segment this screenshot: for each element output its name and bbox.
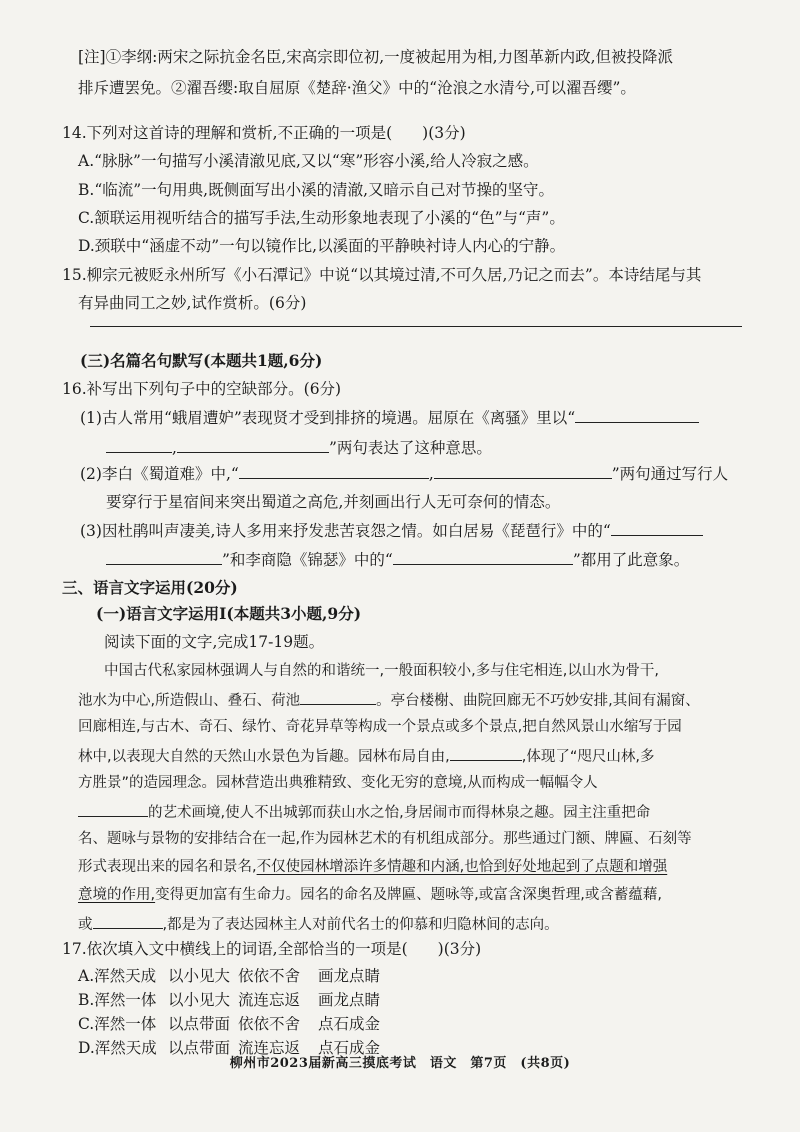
q17-stem: 17.依次填入文中横线上的词语,全部恰当的一项是( )(3分) bbox=[62, 940, 482, 958]
passage-line: 的艺术画境,使人不出城郭而获山水之怡,身居闹市而得林泉之趣。园主注重把命 bbox=[78, 800, 650, 824]
passage-line: 名、题咏与景物的安排结合在一起,作为园林艺术的有机组成部分。那些通过门额、牌匾、石刻等 bbox=[78, 831, 692, 847]
blank[interactable] bbox=[434, 462, 612, 479]
passage-line: 回廊相连,与古木、奇石、绿竹、奇花异草等构成一个景点或多个景点,把自然风景山水缩写于园 bbox=[78, 719, 682, 735]
q15-line-2: 有异曲同工之妙,试作赏析。(6分) bbox=[78, 294, 307, 312]
answer-line[interactable] bbox=[90, 326, 742, 327]
blank[interactable] bbox=[611, 519, 703, 536]
q17-option-term: 依依不舍 bbox=[238, 967, 301, 985]
blank[interactable] bbox=[393, 548, 573, 565]
passage-line: 中国古代私家园林强调人与自然的和谐统一,一般面积较小,多与住宅相连,以山水为骨干, bbox=[104, 663, 659, 679]
note-line-1: [注]①李纲:两宋之际抗金名臣,宋高宗即位初,一度被起用为相,力图革新内政,但被投降派 bbox=[78, 48, 674, 66]
blank[interactable] bbox=[575, 406, 699, 423]
underlined-sentence: 不仅使园林增添许多情趣和内涵,也恰到好处地起到了点题和增强 bbox=[256, 859, 668, 875]
passage-line: 或 ,都是为了表达园林主人对前代名士的仰慕和归隐林间的志向。 bbox=[78, 912, 559, 936]
q16-p3-line-1: (3)因杜鹃叫声凄美,诗人多用来抒发悲苦哀怨之情。如白居易《琵琶行》中的“ bbox=[80, 519, 703, 542]
underlined-sentence: 意境的作用, bbox=[78, 887, 156, 903]
q17-option-term: 依依不舍 bbox=[238, 1015, 301, 1033]
passage-line: 林中,以表现大自然的天然山水景色为旨趣。园林布局自由, ,体现了“咫尺山林,多 bbox=[78, 744, 654, 768]
blank[interactable] bbox=[106, 436, 172, 453]
q17-option-term: 以点带面 bbox=[168, 1015, 231, 1033]
q16-p3-line-2: ”和李商隐《锦瑟》中的“ ”都用了此意象。 bbox=[106, 548, 689, 571]
passage-line: 池水为中心,所造假山、叠石、荷池 。亭台楼榭、曲院回廊无不巧妙安排,其间有漏窗、 bbox=[78, 688, 700, 712]
part-heading: 三、语言文字运用(20分) bbox=[62, 578, 238, 597]
note-line-2: 排斥遭罢免。②濯吾缨:取自屈原《楚辞·渔父》中的“沧浪之水清兮,可以濯吾缨”。 bbox=[78, 79, 636, 97]
blank[interactable] bbox=[177, 436, 329, 453]
blank[interactable] bbox=[93, 912, 163, 929]
passage-line: 形式表现出来的园名和景名,不仅使园林增添许多情趣和内涵,也恰到好处地起到了点题和增强 bbox=[78, 859, 668, 875]
q16-p2-line-1: (2)李白《蜀道难》中,“ , ”两句通过写行人 bbox=[80, 462, 728, 485]
q17-option-term: 点石成金 bbox=[318, 1015, 381, 1033]
q17-option-term: B.浑然一体 bbox=[78, 991, 157, 1009]
q17-option-term: C.浑然一体 bbox=[78, 1015, 157, 1033]
q16-p1-line-2: , ”两句表达了这种意思。 bbox=[106, 436, 492, 459]
q17-option-term: A.浑然天成 bbox=[78, 967, 157, 985]
q14-stem: 14.下列对这首诗的理解和赏析,不正确的一项是( )(3分) bbox=[62, 124, 466, 142]
q14-option-c: C.颔联运用视听结合的描写手法,生动形象地表现了小溪的“色”与“声”。 bbox=[78, 209, 565, 227]
subsection-heading: (一)语言文字运用Ⅰ(本题共3小题,9分) bbox=[96, 604, 362, 623]
blank[interactable] bbox=[78, 800, 148, 817]
q17-option-term: 以小见大 bbox=[168, 991, 231, 1009]
q14-option-d: D.颈联中“涵虚不动”一句以镜作比,以溪面的平静映衬诗人内心的宁静。 bbox=[78, 237, 566, 255]
q17-option-term: 画龙点睛 bbox=[318, 967, 381, 985]
blank[interactable] bbox=[239, 462, 429, 479]
section-heading: (三)名篇名句默写(本题共1题,6分) bbox=[80, 351, 323, 370]
q17-option-term: 流连忘返 bbox=[238, 1039, 301, 1057]
q16-p1-line-1: (1)古人常用“蛾眉遭妒”表现贤才受到排挤的境遇。屈原在《离骚》里以“ bbox=[80, 406, 699, 429]
blank[interactable] bbox=[300, 688, 376, 705]
q17-option-term: 点石成金 bbox=[318, 1039, 381, 1057]
q17-option-term: 以小见大 bbox=[168, 967, 231, 985]
q14-option-b: B.“临流”一句用典,既侧面写出小溪的清澈,又暗示自己对节操的坚守。 bbox=[78, 181, 555, 199]
q17-option-term: 以点带面 bbox=[168, 1039, 231, 1057]
passage-line: 意境的作用,变得更加富有生命力。园名的命名及牌匾、题咏等,或富含深奥哲理,或含蓄蕴藉, bbox=[78, 887, 662, 903]
passage-line: 方胜景”的造园理念。园林营造出典雅精致、变化无穷的意境,从而构成一幅幅令人 bbox=[78, 775, 598, 791]
q17-option-term: D.浑然天成 bbox=[78, 1039, 157, 1057]
q15-line-1: 15.柳宗元被贬永州所写《小石潭记》中说“以其境过清,不可久居,乃记之而去”。本诗结尾与其 bbox=[62, 266, 702, 284]
page-footer: 柳州市2023届新高三摸底考试 语文 第7页 (共8页) bbox=[229, 1056, 571, 1071]
q17-option-term: 画龙点睛 bbox=[318, 991, 381, 1009]
q16-stem: 16.补写出下列句子中的空缺部分。(6分) bbox=[62, 380, 342, 398]
q16-p2-line-2: 要穿行于星宿间来突出蜀道之高危,并刻画出行人无可奈何的情态。 bbox=[106, 493, 561, 511]
q17-option-term: 流连忘返 bbox=[238, 991, 301, 1009]
blank[interactable] bbox=[450, 744, 522, 761]
blank[interactable] bbox=[106, 548, 222, 565]
q14-option-a: A.“脉脉”一句描写小溪清澈见底,又以“寒”形容小溪,给人冷寂之感。 bbox=[78, 152, 539, 170]
passage-intro: 阅读下面的文字,完成17-19题。 bbox=[104, 633, 325, 651]
